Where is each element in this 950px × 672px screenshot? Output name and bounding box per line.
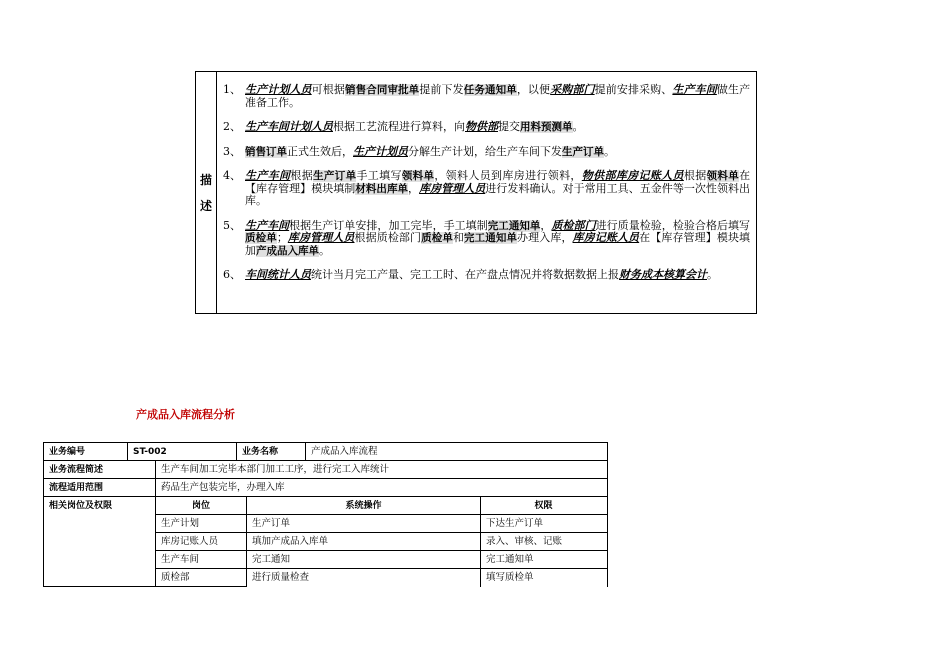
text-segment: ， — [540, 218, 552, 232]
role-name: 生产车间计划人员 — [245, 120, 333, 133]
flow-description-label: 业务流程简述 — [49, 465, 104, 475]
text-segment: 。 — [572, 120, 584, 133]
description-table — [195, 71, 757, 314]
text-segment: 根据生产订单安排，加工完毕，手工填制 — [289, 218, 488, 232]
table-row-1-permission: 下达生产订单 — [486, 518, 544, 529]
description-body — [217, 72, 756, 313]
document-name: 领料单 — [706, 170, 740, 182]
text-segment: 进行发料确认。对于常用工具、五金件等一次性领料出库。 — [245, 181, 751, 207]
section-title: 产成品入库流程分析 — [136, 408, 235, 421]
text-segment: 根据质检部门 — [354, 231, 422, 244]
description-item — [223, 269, 750, 282]
role-name: 库房管理人员 — [287, 231, 355, 244]
text-segment: 分解生产计划，给生产车间下发 — [408, 144, 562, 158]
description-item — [223, 84, 750, 109]
col-header-operation: 系统操作 — [345, 501, 382, 511]
description-item-number: 5、 — [223, 218, 241, 232]
description-item — [223, 121, 750, 134]
document-name: 生产订单 — [313, 170, 357, 182]
col-header-post: 岗位 — [191, 501, 210, 511]
roles-label: 相关岗位及权限 — [49, 501, 113, 511]
document-name: 生产订单 — [562, 145, 604, 158]
document-name: 完工通知单 — [487, 219, 541, 232]
description-item-text — [245, 269, 750, 282]
table-row-2-post: 库房记账人员 — [161, 536, 219, 547]
text-segment: 可根据 — [311, 83, 346, 96]
text-segment: ； — [276, 231, 288, 244]
col-header-permission: 权限 — [534, 501, 553, 511]
description-item — [223, 170, 750, 208]
role-name: 生产计划人员 — [245, 83, 312, 96]
text-segment: ，以便 — [516, 83, 551, 96]
document-name: 产成品入库单 — [256, 244, 319, 257]
description-item-number: 2、 — [223, 120, 241, 133]
document-name: 完工通知单 — [464, 232, 518, 244]
text-segment: ，领料人员到库房进行领料， — [434, 169, 582, 182]
table-row-4-post: 质检部 — [161, 572, 190, 583]
flow-description-value: 生产车间加工完毕本部门加工工序，进行完工入库统计 — [161, 464, 390, 475]
business-id-value: ST-002 — [133, 447, 167, 457]
description-item-number: 1、 — [223, 83, 241, 96]
text-segment: 。 — [707, 268, 718, 281]
table-row-3-operation: 完工通知 — [252, 554, 291, 565]
table-row-4-operation: 进行质量检查 — [252, 572, 310, 583]
role-name: 物供部 — [465, 120, 498, 133]
document-name: 材料出库单 — [355, 182, 409, 195]
document-name: 质检单 — [421, 232, 453, 244]
table-row-3-post: 生产车间 — [161, 554, 200, 565]
text-segment: 和 — [452, 231, 465, 244]
table-row-2-operation: 填加产成品入库单 — [252, 536, 329, 547]
role-name: 生产车间 — [245, 218, 290, 232]
text-segment: 办理入库， — [517, 231, 573, 244]
text-segment: 提前安排采购、 — [594, 83, 673, 96]
business-name-label: 业务名称 — [242, 447, 279, 457]
role-name: 生产车间 — [245, 169, 291, 182]
text-segment: 正式生效后， — [287, 144, 353, 158]
text-segment: 统计当月完工产量、完工工时、在产盘点情况并将数据数据上报 — [311, 268, 619, 281]
role-name: 质检部门 — [551, 218, 596, 232]
text-segment: 根据工艺流程进行算料，向 — [333, 120, 465, 133]
table-row-1-operation: 生产订单 — [252, 518, 291, 529]
description-item-number: 6、 — [223, 268, 241, 281]
role-name: 库房管理人员 — [419, 181, 486, 195]
description-item-text — [245, 170, 750, 208]
description-item — [223, 220, 750, 258]
document-name: 销售订单 — [245, 145, 287, 158]
text-segment: 根据 — [683, 169, 707, 182]
description-item-text — [245, 84, 750, 109]
document-name: 任务通知单 — [463, 84, 517, 96]
description-label-char-1: 描 — [199, 172, 212, 187]
text-segment: 。 — [319, 243, 330, 257]
description-item-number: 3、 — [223, 144, 241, 158]
text-segment: 根据 — [290, 169, 314, 182]
business-id-label: 业务编号 — [49, 447, 86, 457]
table-row-2-permission: 录入、审核、记账 — [486, 536, 563, 547]
role-name: 车间统计人员 — [245, 268, 311, 281]
text-segment: 手工填写 — [356, 169, 402, 182]
table-row-4-permission: 填写质检单 — [486, 572, 534, 583]
description-label-char-2: 述 — [199, 198, 212, 213]
description-item-text — [245, 146, 750, 159]
document-name: 用料预测单 — [520, 121, 573, 133]
role-name: 采购部门 — [550, 83, 595, 96]
text-segment: 进行质量检验，检验合格后填写 — [595, 218, 751, 232]
table-row-3-permission: 完工通知单 — [486, 554, 534, 565]
document-name: 领料单 — [401, 170, 435, 182]
role-name: 生产车间 — [672, 83, 717, 96]
role-name: 物供部库房记账人员 — [581, 169, 684, 182]
role-name: 库房记账人员 — [572, 231, 640, 244]
description-item-number: 4、 — [223, 169, 241, 182]
role-name: 生产计划员 — [353, 144, 408, 158]
table-row-1-post: 生产计划 — [161, 518, 200, 529]
text-segment: 在【库存管理】模块填加 — [245, 231, 751, 257]
document-name: 销售合同审批单 — [345, 84, 420, 96]
description-item — [223, 146, 750, 159]
text-segment: 提交 — [498, 120, 520, 133]
description-item-text — [245, 121, 750, 134]
text-segment: ， — [408, 181, 420, 195]
text-segment: 。 — [604, 144, 615, 158]
role-name: 财务成本核算会计 — [619, 268, 707, 281]
flow-scope-value: 药品生产包装完毕，办理入库 — [161, 482, 285, 493]
text-segment: 做生产准备工作。 — [245, 83, 751, 109]
flow-scope-label: 流程适用范围 — [49, 483, 104, 493]
document-name: 质检单 — [245, 232, 277, 244]
business-name-value: 产成品入库流程 — [311, 446, 378, 457]
text-segment: 提前下发 — [419, 83, 464, 96]
text-segment: 在【库存管理】模块填制 — [245, 169, 751, 195]
description-item-text — [245, 220, 750, 258]
description-label — [196, 72, 217, 313]
